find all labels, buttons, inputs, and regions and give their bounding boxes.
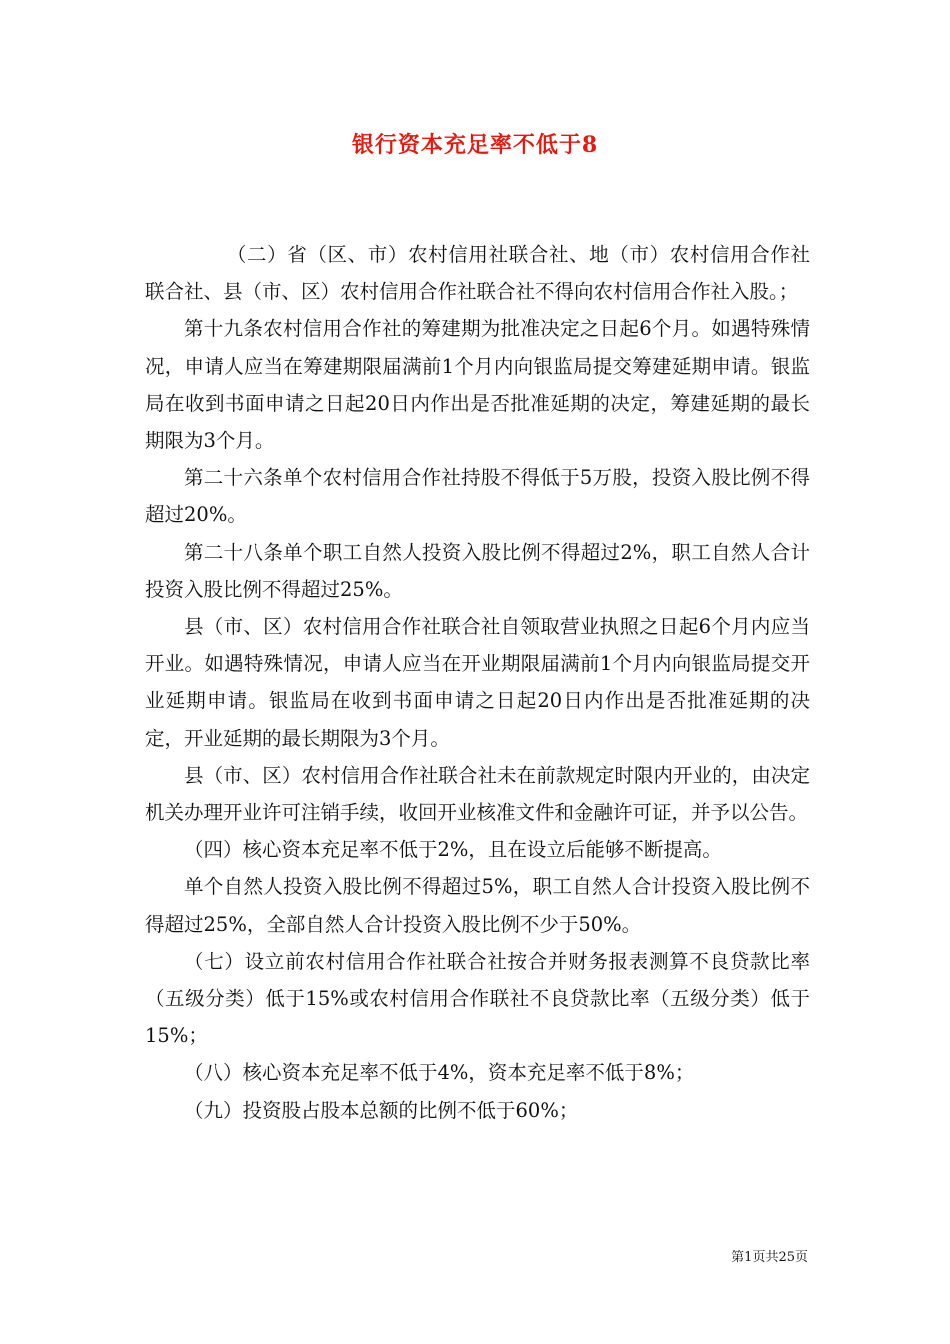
paragraph-2: 第十九条农村信用合作社的筹建期为批准决定之日起6个月。如遇特殊情况，申请人应当在筹建期限届满前1个月内向银监局提交筹建延期申请。银监局在收到书面申请之日起20日内作出是否批准延期的决定，筹建延期的最长期限为3个月。 [145,317,810,453]
document-body [145,236,810,1129]
page-number: 第1页共25页 [731,1250,808,1265]
paragraph-10: （八）核心资本充足率不低于4%，资本充足率不低于8%； [184,1061,695,1085]
paragraph-8: 单个自然人投资入股比例不得超过5%，职工自然人合计投资入股比例不得超过25%，全部自然人合计投资入股比例不少于50%。 [145,875,810,936]
document-title: 银行资本充足率不低于8 [351,132,599,158]
paragraph-3: 第二十六条单个农村信用合作社持股不得低于5万股，投资入股比例不得超过20%。 [145,466,810,527]
paragraph-7: （四）核心资本充足率不低于2%，且在设立后能够不断提高。 [184,838,722,862]
paragraph-1: （二）省（区、市）农村信用社联合社、地（市）农村信用合作社联合社、县（市、区）农村信用合作社联合社不得向农村信用合作社入股。； [145,243,810,304]
paragraph-9: （七）设立前农村信用合作社联合社按合并财务报表测算不良贷款比率（五级分类）低于15%或农村信用合作联社不良贷款比率（五级分类）低于15%； [145,949,810,1048]
paragraph-11: （九）投资股占股本总额的比例不低于60%； [184,1098,579,1122]
paragraph-6: 县（市、区）农村信用合作社联合社未在前款规定时限内开业的，由决定机关办理开业许可注销手续，收回开业核准文件和金融许可证，并予以公告。 [145,763,810,825]
paragraph-5: 县（市、区）农村信用合作社联合社自领取营业执照之日起6个月内应当开业。如遇特殊情况，申请人应当在开业期限届满前1个月内向银监局提交开业延期申请。银监局在收到书面申请之日起20日内作出是否批准延期的决定，开业延期的最长期限为3个月。 [145,615,810,750]
paragraph-4: 第二十八条单个职工自然人投资入股比例不得超过2%，职工自然人合计投资入股比例不得超过25%。 [145,540,810,601]
